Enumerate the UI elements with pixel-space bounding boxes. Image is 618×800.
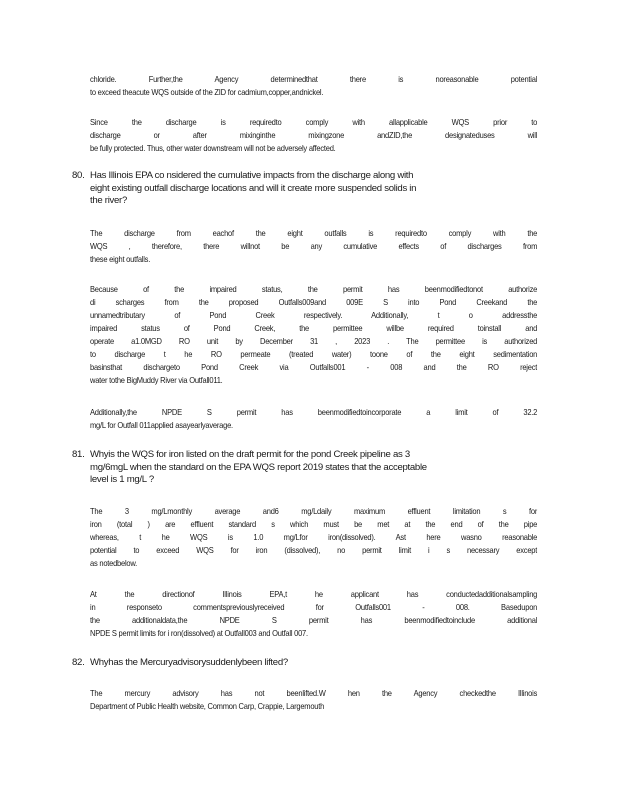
question-text-line: Whyhas the Mercuryadvisorysuddenlybeen lifted? — [90, 657, 288, 668]
answer-paragraph — [90, 505, 538, 570]
text-line: water tothe BigMuddy River via Outfall011. — [90, 376, 223, 385]
answer-paragraph — [90, 687, 538, 713]
question-number: 80. — [72, 170, 85, 181]
text-line: Additionally,the NPDE S permit has beenmodifiedtoincorporate a limit of 32.2 — [90, 408, 538, 417]
text-line: impaired status of Pond Creek, the permittee willbe required toinstall and — [90, 324, 538, 333]
answer-paragraph — [90, 73, 538, 99]
question-text-line: level is 1 mg/L ? — [90, 474, 154, 485]
text-line: The mercury advisory has not beenlifted.W hen the Agency checkedthe Illinois — [90, 689, 538, 698]
text-line: iron (total ) are effluent standard s which must be met at the end of the pipe — [90, 520, 538, 529]
answer-paragraph — [90, 116, 538, 155]
text-line: basinsthat dischargeto Pond Creek via Outfalls001 - 008 and the RO reject — [90, 363, 538, 372]
text-line: in responseto commentspreviouslyreceived for Outfalls001 - 008. Basedupon — [90, 603, 538, 612]
question-text-line: Has Illinois EPA co nsidered the cumulative impacts from the discharge along with — [90, 170, 414, 181]
text-line: discharge or after mixinginthe mixingzone andZID,the designateduses will — [90, 131, 538, 140]
text-line: chloride. Further,the Agency determinedthat there is noreasonable potential — [90, 75, 538, 84]
answer-paragraph — [90, 588, 538, 640]
question-number: 82. — [72, 657, 85, 668]
text-line: be fully protected. Thus, other water downstream will not be adversely affected. — [90, 144, 336, 153]
text-line: The 3 mg/Lmonthly average and6 mg/Ldaily maximum effluent limitation s for — [90, 507, 538, 516]
text-line: Department of Public Health website, Common Carp, Crappie, Largemouth — [90, 702, 325, 711]
text-line: to discharge t he RO permeate (treated water) toone of the eight sedimentation — [90, 350, 538, 359]
text-line: At the directionof Illinois EPA,t he applicant has conductedadditionalsampling — [90, 590, 538, 599]
text-line: whereas, t he WQS is 1.0 mg/Lfor iron(dissolved). Ast here wasno reasonable — [90, 533, 538, 542]
text-line: Since the discharge is requiredto comply with allapplicable WQS prior to — [90, 118, 538, 127]
answer-paragraph — [90, 283, 538, 387]
text-line: these eight outfalls. — [90, 255, 151, 264]
question-number: 81. — [72, 449, 85, 460]
text-line: operate a1.0MGD RO unit by December 31 , 2023 . The permittee is authorized — [90, 337, 538, 346]
text-line: as notedbelow. — [90, 559, 138, 568]
question-text-line: mg/6mgL when the standard on the EPA WQS report 2019 states that the acceptable — [90, 461, 427, 473]
text-line: mg/L for Outfall 011applied asayearlyaverage. — [90, 421, 233, 430]
answer-paragraph — [90, 227, 538, 266]
text-line: NPDE S permit limits for i ron(dissolved) at Outfall003 and Outfall 007. — [90, 629, 308, 638]
text-line: di scharges from the proposed Outfalls009and 009E S into Pond Creekand the — [90, 298, 538, 307]
text-line: WQS , therefore, there willnot be any cumulative effects of discharges from — [90, 242, 538, 251]
text-line: The discharge from eachof the eight outfalls is requiredto comply with the — [90, 229, 538, 238]
question-text-line: eight existing outfall discharge locations and will it create more suspended solids in — [90, 182, 417, 194]
text-line: potential to exceed WQS for iron (dissolved), no permit limit i s necessary except — [90, 546, 538, 555]
text-line: unnamedtributary of Pond Creek respectively. Additionally, t o addressthe — [90, 311, 538, 320]
text-line: to exceed theacute WQS outside of the ZID for cadmium,copper,andnickel. — [90, 88, 324, 97]
question-text-line: the river? — [90, 195, 127, 206]
text-line: Because of the impaired status, the permit has beenmodifiedtonot authorize — [90, 285, 538, 294]
question-text-line: Whyis the WQS for iron listed on the draft permit for the pond Creek pipeline as 3 — [90, 449, 410, 460]
answer-paragraph — [90, 406, 538, 432]
text-line: the additionaldata,the NPDE S permit has beenmodifiedtoinclude additional — [90, 616, 538, 625]
